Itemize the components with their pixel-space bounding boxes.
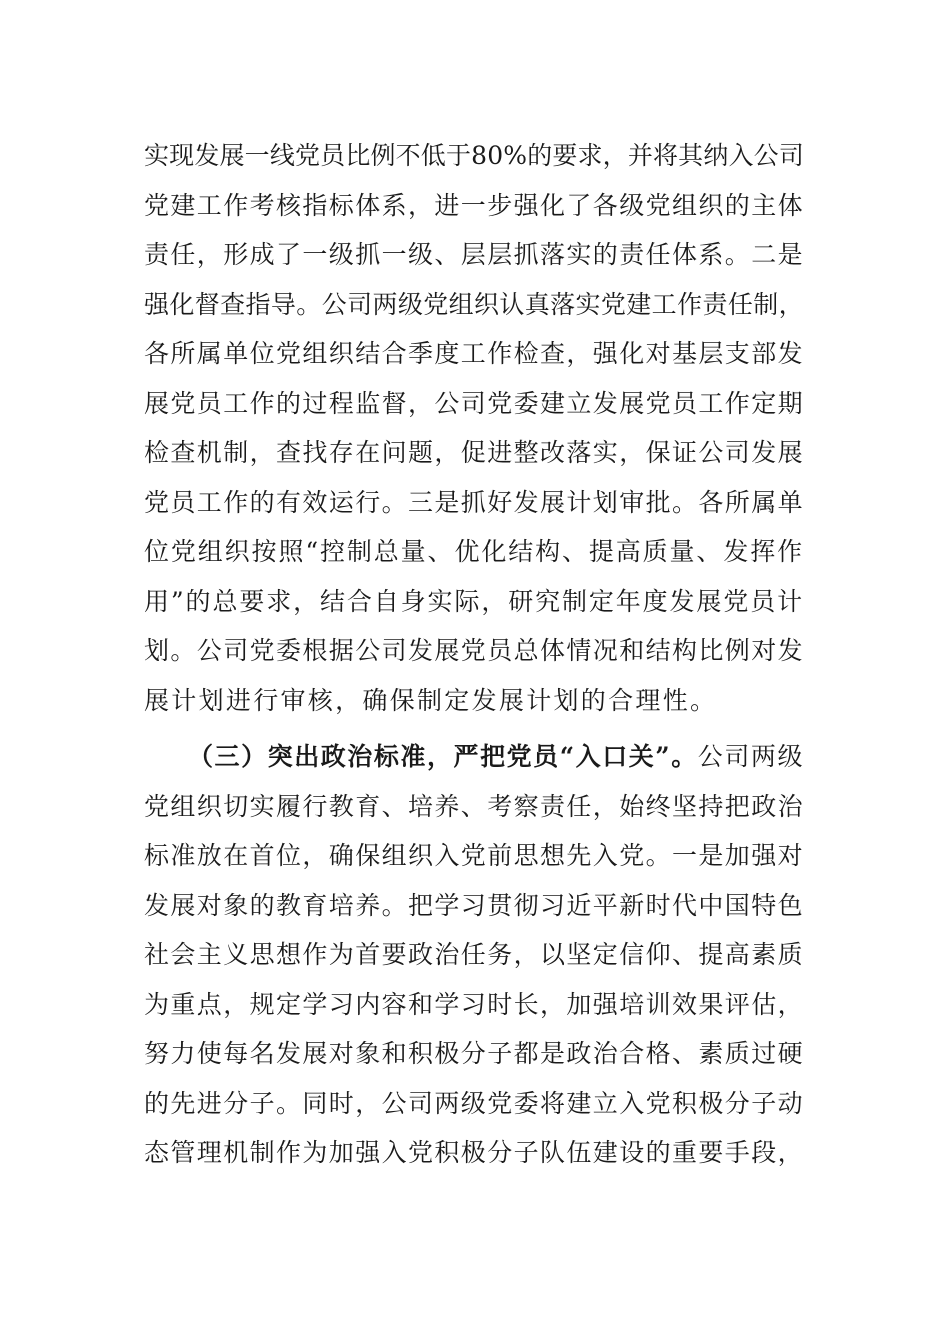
text-line: 态管理机制作为加强入党积极分子队伍建设的重要手段， — [144, 1138, 804, 1167]
text-line: 划。公司党委根据公司发展党员总体情况和结构比例对发 — [144, 636, 804, 665]
text-line: 努力使每名发展对象和积极分子都是政治合格、素质过硬 — [144, 1039, 804, 1068]
paragraph-political-standard — [144, 732, 804, 1178]
text-line: 用”的总要求，结合自身实际，研究制定年度发展党员计 — [144, 586, 804, 616]
section-heading: （三）突出政治标准，严把党员“入口关”。 — [188, 742, 698, 771]
text-line: 党组织切实履行教育、培养、考察责任，始终坚持把政治 — [144, 791, 804, 821]
text-line: 强化督查指导。公司两级党组织认真落实党建工作责任制， — [144, 289, 804, 319]
text-line: 展计划进行审核，确保制定发展计划的合理性。 — [144, 685, 718, 715]
text-line-with-heading — [144, 732, 804, 782]
text-line: 发展对象的教育培养。把学习贯彻习近平新时代中国特色 — [144, 890, 804, 920]
text-line: 社会主义思想作为首要政治任务，以坚定信仰、提高素质 — [144, 940, 804, 969]
text-line: 位党组织按照“控制总量、优化结构、提高质量、发挥作 — [144, 537, 804, 566]
heading-line-rest: 公司两级 — [697, 742, 805, 771]
text-line: 各所属单位党组织结合季度工作检查，强化对基层支部发 — [144, 339, 804, 368]
paragraph-party-member-development-responsibility — [144, 131, 804, 725]
text-line: 责任，形成了一级抓一级、层层抓落实的责任体系。二是 — [144, 240, 804, 269]
text-line: 检查机制，查找存在问题，促进整改落实，保证公司发展 — [144, 438, 804, 467]
text-line: 为重点，规定学习内容和学习时长，加强培训效果评估， — [144, 989, 804, 1019]
text-line: 标准放在首位，确保组织入党前思想先入党。一是加强对 — [144, 841, 804, 870]
text-line: 党员工作的有效运行。三是抓好发展计划审批。各所属单 — [144, 487, 804, 517]
text-line: 党建工作考核指标体系，进一步强化了各级党组织的主体 — [144, 190, 804, 220]
text-line: 展党员工作的过程监督，公司党委建立发展党员工作定期 — [144, 388, 804, 418]
text-line: 的先进分子。同时，公司两级党委将建立入党积极分子动 — [144, 1088, 804, 1118]
text-line: 实现发展一线党员比例不低于80%的要求，并将其纳入公司 — [144, 141, 804, 170]
